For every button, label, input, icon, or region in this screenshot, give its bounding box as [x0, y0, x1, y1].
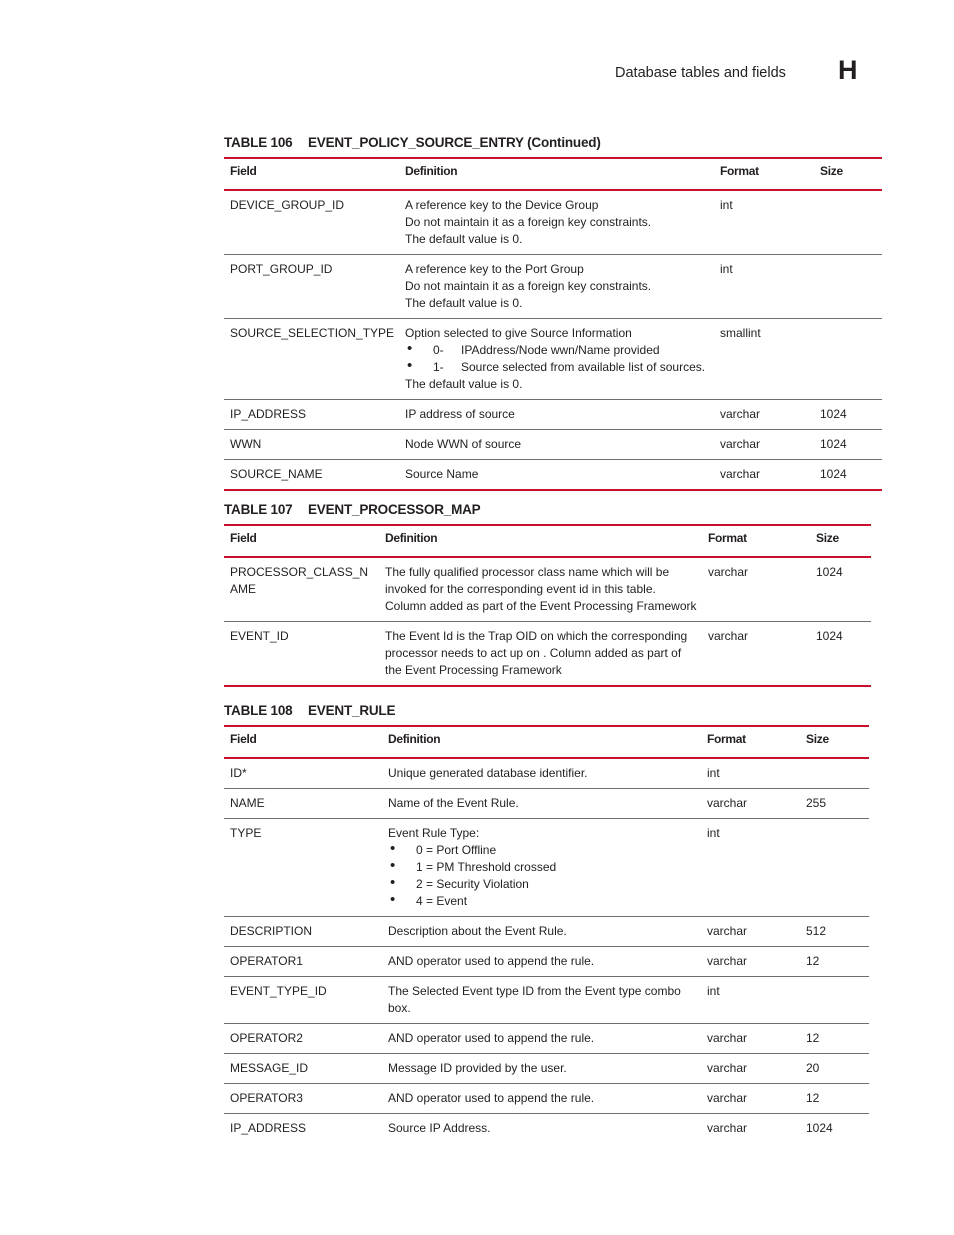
table-header-row [224, 726, 869, 758]
table-row [224, 255, 882, 319]
definition-line: The default value is 0. [405, 296, 523, 310]
field-cell: TYPE [224, 819, 382, 917]
option-text: Source selected from available list of sources. [461, 360, 706, 374]
table-header-row [224, 158, 882, 190]
option-key: 0- [433, 343, 444, 357]
format-cell: varchar [701, 1084, 800, 1114]
format-cell: varchar [701, 917, 800, 947]
column-header: Definition [382, 726, 701, 758]
table-title: EVENT_POLICY_SOURCE_ENTRY (Continued) [308, 135, 601, 150]
definition-line: Option selected to give Source Information [405, 326, 632, 340]
list-item [405, 342, 708, 359]
field-cell: NAME [224, 789, 382, 819]
column-header: Definition [379, 525, 702, 557]
field-cell: IP_ADDRESS [224, 400, 399, 430]
format-cell: int [714, 190, 814, 255]
definition-cell [399, 190, 714, 255]
option-text: IPAddress/Node wwn/Name provided [461, 343, 660, 357]
size-cell: 12 [800, 947, 869, 977]
table-row [224, 557, 871, 622]
size-cell: 1024 [814, 430, 882, 460]
field-cell: PORT_GROUP_ID [224, 255, 399, 319]
field-cell: OPERATOR1 [224, 947, 382, 977]
table-row [224, 1114, 869, 1144]
size-cell [814, 190, 882, 255]
table-108-caption [224, 703, 395, 718]
format-cell: varchar [701, 1024, 800, 1054]
column-header: Format [702, 525, 810, 557]
table-row [224, 1054, 869, 1084]
table-header-row [224, 525, 871, 557]
format-cell: smallint [714, 319, 814, 400]
size-cell: 12 [800, 1084, 869, 1114]
table-number: TABLE 108 [224, 703, 293, 718]
definition-line: Event Rule Type: [388, 826, 480, 840]
format-cell: int [701, 819, 800, 917]
definition-cell: The Selected Event type ID from the Event type combo box. [382, 977, 701, 1024]
size-cell: 255 [800, 789, 869, 819]
format-cell: varchar [702, 622, 810, 687]
table-row [224, 819, 869, 917]
definition-cell: Name of the Event Rule. [382, 789, 701, 819]
type-list [388, 842, 695, 910]
table-row [224, 1084, 869, 1114]
size-cell: 1024 [814, 460, 882, 491]
definition-cell: Node WWN of source [399, 430, 714, 460]
definition-line: A reference key to the Port Group [405, 262, 584, 276]
table-row [224, 758, 869, 789]
table-row [224, 319, 882, 400]
format-cell: int [701, 758, 800, 789]
list-item: • 0 = Port Offline [388, 842, 695, 859]
list-item [405, 359, 708, 376]
column-header: Definition [399, 158, 714, 190]
size-cell: 12 [800, 1024, 869, 1054]
field-cell: PROCESSOR_CLASS_NAME [224, 557, 379, 622]
field-cell: DEVICE_GROUP_ID [224, 190, 399, 255]
field-cell: IP_ADDRESS [230, 1121, 307, 1135]
field-cell: MESSAGE_ID [224, 1054, 382, 1084]
option-key: 1- [433, 360, 444, 374]
format-cell: varchar [714, 430, 814, 460]
definition-cell [382, 819, 701, 917]
format-cell: varchar [707, 1121, 748, 1135]
table-107-caption [224, 502, 481, 517]
size-cell: 512 [800, 917, 869, 947]
field-cell: OPERATOR3 [224, 1084, 382, 1114]
definition-cell: Source IP Address. [388, 1121, 491, 1135]
size-cell: 1024 [814, 400, 882, 430]
definition-cell: AND operator used to append the rule. [382, 1024, 701, 1054]
definition-line: The default value is 0. [405, 377, 523, 391]
definition-cell: Message ID provided by the user. [382, 1054, 701, 1084]
option-list [405, 342, 708, 376]
table-106 [224, 157, 882, 491]
format-cell: int [714, 255, 814, 319]
table-row [224, 460, 882, 491]
size-cell [814, 255, 882, 319]
size-cell: 1024 [806, 1121, 833, 1135]
definition-cell: Source Name [399, 460, 714, 491]
format-cell: varchar [714, 400, 814, 430]
size-cell [800, 977, 869, 1024]
field-cell: ID* [224, 758, 382, 789]
table-number: TABLE 106 [224, 135, 293, 150]
definition-cell: IP address of source [399, 400, 714, 430]
list-item: • 1 = PM Threshold crossed [388, 859, 695, 876]
definition-cell: AND operator used to append the rule. [382, 947, 701, 977]
format-cell: varchar [701, 947, 800, 977]
definition-cell [399, 255, 714, 319]
table-108 [224, 725, 869, 1143]
size-cell [800, 819, 869, 917]
definition-cell: AND operator used to append the rule. [382, 1084, 701, 1114]
field-cell: EVENT_TYPE_ID [224, 977, 382, 1024]
column-header: Field [224, 726, 382, 758]
table-row [224, 430, 882, 460]
column-header: Format [714, 158, 814, 190]
field-cell: WWN [224, 430, 399, 460]
table-title: EVENT_RULE [308, 703, 396, 718]
column-header: Format [701, 726, 800, 758]
table-row [224, 917, 869, 947]
field-cell: DESCRIPTION [224, 917, 382, 947]
definition-line: Do not maintain it as a foreign key constraints. [405, 279, 652, 293]
field-cell: SOURCE_NAME [224, 460, 399, 491]
definition-line: Do not maintain it as a foreign key constraints. [405, 215, 652, 229]
field-cell: OPERATOR2 [224, 1024, 382, 1054]
table-title: EVENT_PROCESSOR_MAP [308, 502, 481, 517]
size-cell: 20 [800, 1054, 869, 1084]
format-cell: varchar [714, 460, 814, 491]
column-header: Field [224, 525, 379, 557]
table-row [224, 400, 882, 430]
format-cell: int [701, 977, 800, 1024]
table-row [224, 789, 869, 819]
table-row [224, 947, 869, 977]
column-header: Size [810, 525, 871, 557]
list-item: • 4 = Event [388, 893, 695, 910]
format-cell: varchar [702, 557, 810, 622]
field-cell: SOURCE_SELECTION_TYPE [224, 319, 399, 400]
definition-line: A reference key to the Device Group [405, 198, 599, 212]
table-107 [224, 524, 871, 687]
format-cell: varchar [701, 1054, 800, 1084]
table-row [224, 977, 869, 1024]
definition-cell: The fully qualified processor class name which will be invoked for the corresponding event id in this table. Column added as part of the Event Processing Framework [379, 557, 702, 622]
size-cell [814, 319, 882, 400]
definition-cell: Unique generated database identifier. [382, 758, 701, 789]
size-cell: 1024 [810, 622, 871, 687]
appendix-letter: H [838, 55, 858, 85]
running-header-title: Database tables and fields [615, 65, 786, 81]
table-row [224, 1024, 869, 1054]
definition-line: The default value is 0. [405, 232, 523, 246]
size-cell [800, 758, 869, 789]
column-header: Field [224, 158, 399, 190]
table-row [224, 190, 882, 255]
table-number: TABLE 107 [224, 502, 293, 517]
size-cell: 1024 [810, 557, 871, 622]
definition-cell: Description about the Event Rule. [382, 917, 701, 947]
definition-cell: The Event Id is the Trap OID on which the corresponding processor needs to act up on . Column added as part of the Event Processing Framework [379, 622, 702, 687]
format-cell: varchar [701, 789, 800, 819]
column-header: Size [814, 158, 882, 190]
definition-cell [399, 319, 714, 400]
field-cell: EVENT_ID [224, 622, 379, 687]
column-header: Size [800, 726, 869, 758]
table-row [224, 622, 871, 687]
table-106-caption [224, 135, 601, 150]
list-item: • 2 = Security Violation [388, 876, 695, 893]
